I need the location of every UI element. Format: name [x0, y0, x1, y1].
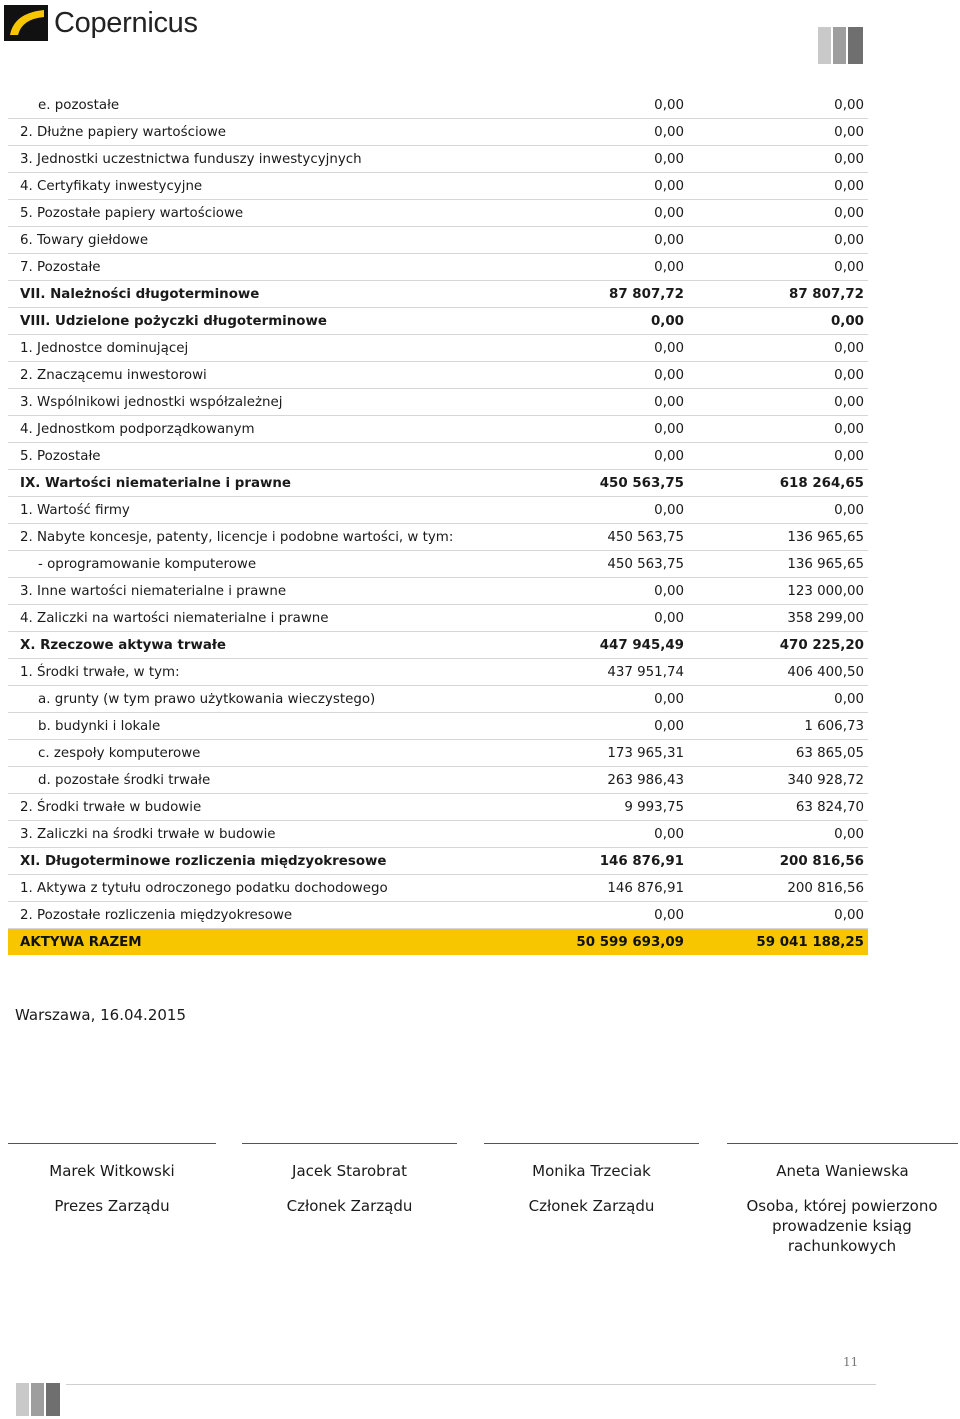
value-current-year: 263 986,43: [528, 767, 688, 794]
balance-sheet-table: [8, 92, 868, 955]
value-previous-year: 470 225,20: [688, 632, 868, 659]
signer-role: Osoba, której powierzono prowadzenie ksiąg rachunkowych: [746, 1197, 938, 1255]
footer-divider: [66, 1384, 876, 1385]
value-previous-year: 0,00: [688, 119, 868, 146]
signer-role: Prezes Zarządu: [54, 1197, 170, 1215]
row-label: 2. Nabyte koncesje, patenty, licencje i podobne wartości, w tym:: [8, 524, 528, 551]
value-current-year: 146 876,91: [528, 848, 688, 875]
footer-decoration: [16, 1383, 60, 1416]
value-previous-year: 0,00: [688, 227, 868, 254]
row-label: 4. Zaliczki na wartości niematerialne i prawne: [8, 605, 528, 632]
table-row: [8, 605, 868, 632]
copernicus-logo-icon: [4, 5, 48, 41]
value-previous-year: 0,00: [688, 497, 868, 524]
value-current-year: 0,00: [528, 227, 688, 254]
table-row: [8, 632, 868, 659]
signature-line: [242, 1143, 457, 1144]
row-label: a. grunty (w tym prawo użytkowania wieczystego): [8, 686, 528, 713]
row-label: AKTYWA RAZEM: [8, 929, 528, 956]
value-current-year: 0,00: [528, 335, 688, 362]
place-date: Warszawa, 16.04.2015: [15, 1006, 186, 1024]
table-row: [8, 416, 868, 443]
value-current-year: 0,00: [528, 362, 688, 389]
row-label: 1. Jednostce dominującej: [8, 335, 528, 362]
row-label: 2. Dłużne papiery wartościowe: [8, 119, 528, 146]
table-row: [8, 659, 868, 686]
value-previous-year: 200 816,56: [688, 848, 868, 875]
table-row: [8, 578, 868, 605]
value-previous-year: 406 400,50: [688, 659, 868, 686]
table-row: [8, 524, 868, 551]
table-row: [8, 146, 868, 173]
table-row: [8, 875, 868, 902]
value-previous-year: 618 264,65: [688, 470, 868, 497]
row-label: 2. Pozostałe rozliczenia międzyokresowe: [8, 902, 528, 929]
table-row: [8, 794, 868, 821]
row-label: b. budynki i lokale: [8, 713, 528, 740]
value-previous-year: 123 000,00: [688, 578, 868, 605]
value-current-year: 450 563,75: [528, 470, 688, 497]
signature-block: [242, 1143, 457, 1216]
value-previous-year: 136 965,65: [688, 551, 868, 578]
value-previous-year: 0,00: [688, 821, 868, 848]
value-previous-year: 0,00: [688, 254, 868, 281]
row-label: IX. Wartości niematerialne i prawne: [8, 470, 528, 497]
value-current-year: 0,00: [528, 416, 688, 443]
table-row: [8, 308, 868, 335]
table-row: [8, 821, 868, 848]
table-row: [8, 254, 868, 281]
value-current-year: 0,00: [528, 173, 688, 200]
value-previous-year: 63 865,05: [688, 740, 868, 767]
row-label: VII. Należności długoterminowe: [8, 281, 528, 308]
row-label: 4. Certyfikaty inwestycyjne: [8, 173, 528, 200]
row-label: 1. Aktywa z tytułu odroczonego podatku dochodowego: [8, 875, 528, 902]
row-label: VIII. Udzielone pożyczki długoterminowe: [8, 308, 528, 335]
table-row: [8, 686, 868, 713]
value-current-year: 0,00: [528, 443, 688, 470]
table-row: [8, 767, 868, 794]
value-current-year: 0,00: [528, 254, 688, 281]
row-label: e. pozostałe: [8, 92, 528, 119]
value-previous-year: 340 928,72: [688, 767, 868, 794]
value-current-year: 173 965,31: [528, 740, 688, 767]
table-row: [8, 713, 868, 740]
value-current-year: 0,00: [528, 578, 688, 605]
row-label: 5. Pozostałe papiery wartościowe: [8, 200, 528, 227]
value-previous-year: 59 041 188,25: [688, 929, 868, 956]
signature-block: [8, 1143, 216, 1216]
value-current-year: 0,00: [528, 497, 688, 524]
signer-role: Członek Zarządu: [528, 1197, 655, 1215]
signer-name: Marek Witkowski: [49, 1162, 175, 1180]
value-current-year: 146 876,91: [528, 875, 688, 902]
row-label: 1. Wartość firmy: [8, 497, 528, 524]
total-row: [8, 929, 868, 956]
table-row: [8, 281, 868, 308]
row-label: 2. Środki trwałe w budowie: [8, 794, 528, 821]
value-current-year: 0,00: [528, 146, 688, 173]
table-row: [8, 443, 868, 470]
signature-block: [484, 1143, 699, 1216]
brand-name: Copernicus: [54, 6, 198, 39]
table-row: [8, 848, 868, 875]
row-label: 3. Zaliczki na środki trwałe w budowie: [8, 821, 528, 848]
value-previous-year: 0,00: [688, 362, 868, 389]
value-previous-year: 0,00: [688, 92, 868, 119]
value-current-year: 0,00: [528, 686, 688, 713]
row-label: 5. Pozostałe: [8, 443, 528, 470]
row-label: X. Rzeczowe aktywa trwałe: [8, 632, 528, 659]
table-row: [8, 389, 868, 416]
value-previous-year: 0,00: [688, 173, 868, 200]
value-current-year: 9 993,75: [528, 794, 688, 821]
value-current-year: 0,00: [528, 92, 688, 119]
value-current-year: 87 807,72: [528, 281, 688, 308]
value-previous-year: 0,00: [688, 389, 868, 416]
value-previous-year: 63 824,70: [688, 794, 868, 821]
value-previous-year: 358 299,00: [688, 605, 868, 632]
value-previous-year: 0,00: [688, 443, 868, 470]
table-row: [8, 335, 868, 362]
value-current-year: 0,00: [528, 308, 688, 335]
row-label: 4. Jednostkom podporządkowanym: [8, 416, 528, 443]
table-row: [8, 551, 868, 578]
row-label: XI. Długoterminowe rozliczenia międzyokresowe: [8, 848, 528, 875]
row-label: 6. Towary giełdowe: [8, 227, 528, 254]
value-current-year: 0,00: [528, 200, 688, 227]
signer-name: Jacek Starobrat: [292, 1162, 407, 1180]
table-row: [8, 227, 868, 254]
table-row: [8, 92, 868, 119]
value-previous-year: 0,00: [688, 308, 868, 335]
table-row: [8, 362, 868, 389]
row-label: 2. Znaczącemu inwestorowi: [8, 362, 528, 389]
row-label: 3. Inne wartości niematerialne i prawne: [8, 578, 528, 605]
value-previous-year: 136 965,65: [688, 524, 868, 551]
signer-name: Aneta Waniewska: [776, 1162, 909, 1180]
value-current-year: 450 563,75: [528, 524, 688, 551]
table-row: [8, 470, 868, 497]
value-previous-year: 87 807,72: [688, 281, 868, 308]
signer-name: Monika Trzeciak: [532, 1162, 651, 1180]
header-decoration: [818, 27, 863, 64]
company-logo: [4, 3, 198, 43]
value-current-year: 50 599 693,09: [528, 929, 688, 956]
value-current-year: 0,00: [528, 902, 688, 929]
value-current-year: 0,00: [528, 821, 688, 848]
table-row: [8, 902, 868, 929]
value-current-year: 0,00: [528, 713, 688, 740]
value-previous-year: 0,00: [688, 200, 868, 227]
value-previous-year: 0,00: [688, 686, 868, 713]
signer-role: Członek Zarządu: [286, 1197, 413, 1215]
signature-block: [727, 1143, 958, 1256]
value-current-year: 0,00: [528, 389, 688, 416]
value-previous-year: 0,00: [688, 335, 868, 362]
value-current-year: 437 951,74: [528, 659, 688, 686]
table-row: [8, 497, 868, 524]
signature-line: [484, 1143, 699, 1144]
value-previous-year: 0,00: [688, 146, 868, 173]
row-label: 3. Wspólnikowi jednostki współzależnej: [8, 389, 528, 416]
value-current-year: 0,00: [528, 605, 688, 632]
table-row: [8, 740, 868, 767]
signature-line: [8, 1143, 216, 1144]
value-current-year: 450 563,75: [528, 551, 688, 578]
value-current-year: 447 945,49: [528, 632, 688, 659]
row-label: d. pozostałe środki trwałe: [8, 767, 528, 794]
value-previous-year: 0,00: [688, 902, 868, 929]
row-label: - oprogramowanie komputerowe: [8, 551, 528, 578]
value-previous-year: 200 816,56: [688, 875, 868, 902]
value-previous-year: 0,00: [688, 416, 868, 443]
table-row: [8, 173, 868, 200]
row-label: 7. Pozostałe: [8, 254, 528, 281]
row-label: 1. Środki trwałe, w tym:: [8, 659, 528, 686]
signature-line: [727, 1143, 958, 1144]
value-previous-year: 1 606,73: [688, 713, 868, 740]
value-current-year: 0,00: [528, 119, 688, 146]
row-label: c. zespoły komputerowe: [8, 740, 528, 767]
table-row: [8, 200, 868, 227]
row-label: 3. Jednostki uczestnictwa funduszy inwestycyjnych: [8, 146, 528, 173]
table-row: [8, 119, 868, 146]
page-number: 11: [843, 1355, 859, 1369]
